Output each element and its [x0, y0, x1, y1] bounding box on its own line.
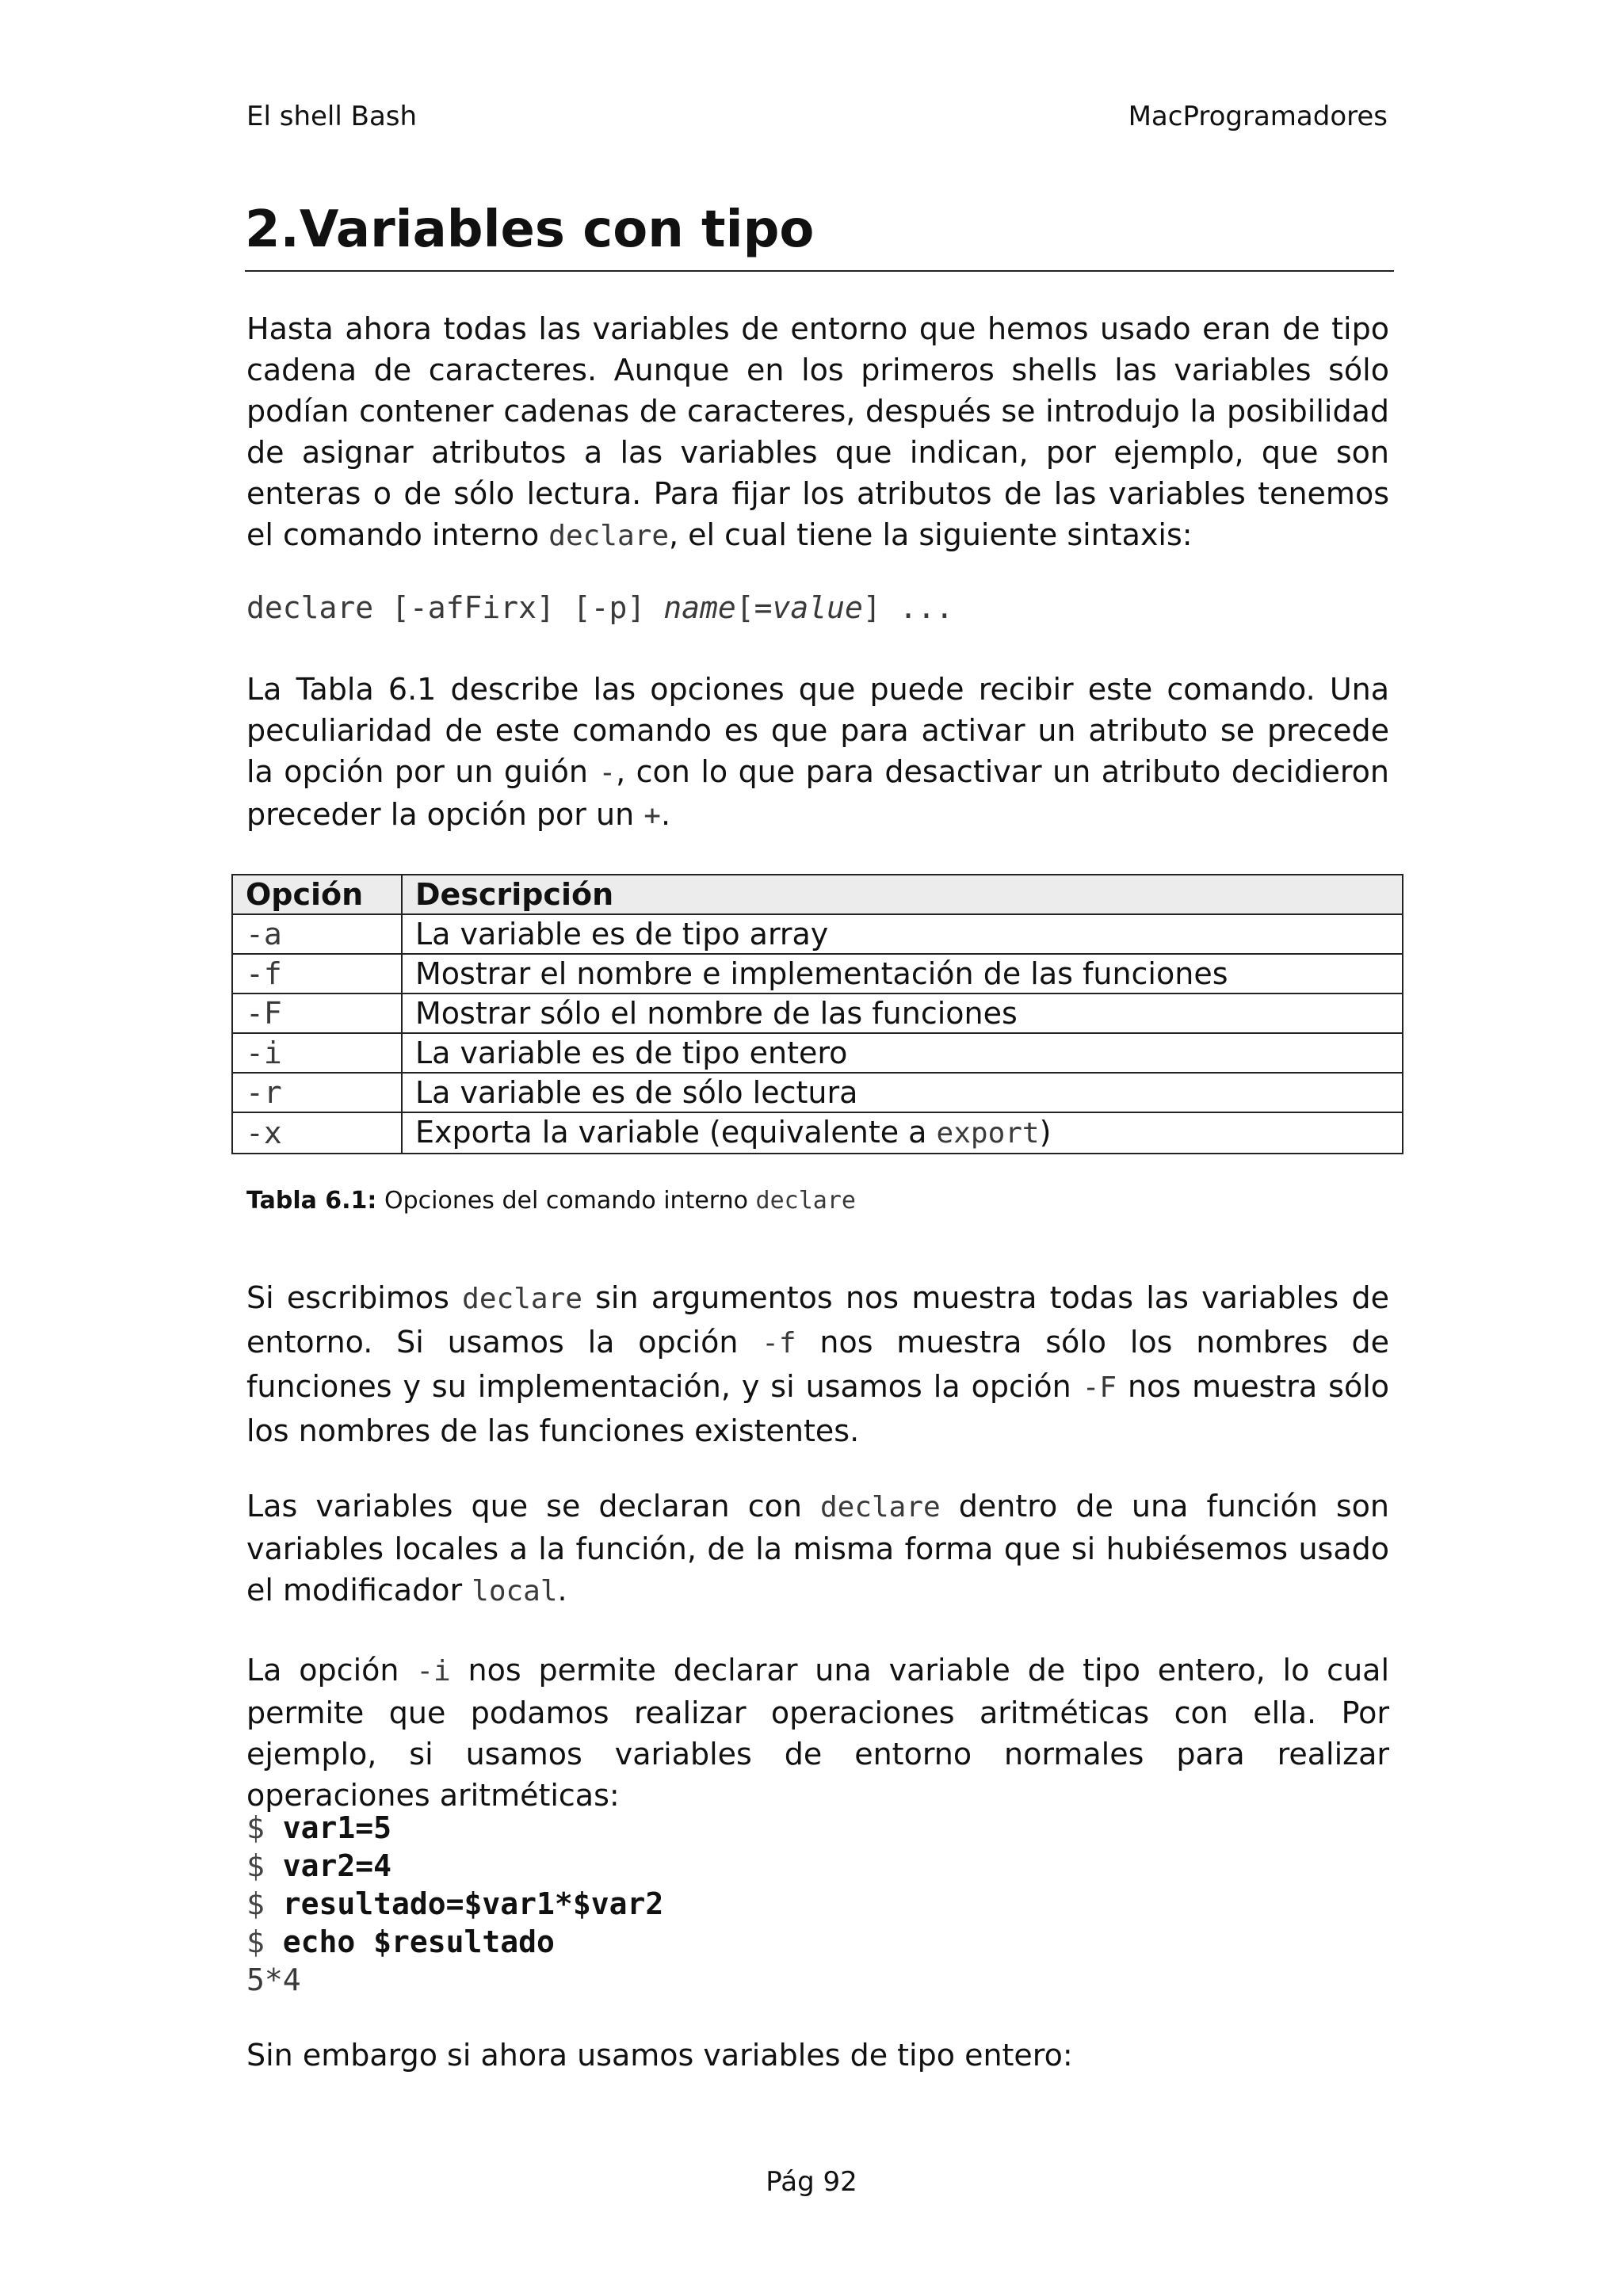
shell-command: var2=4	[282, 1848, 392, 1883]
description-cell: Mostrar el nombre e implementación de las funciones	[402, 954, 1403, 994]
table-row	[232, 954, 1403, 994]
caption-text: Opciones del comando interno	[376, 1187, 756, 1215]
table-row	[232, 994, 1403, 1033]
text: Si escribimos	[246, 1280, 463, 1315]
text: Las variables que se declaran con	[246, 1489, 820, 1524]
shell-output: 5*4	[246, 1962, 301, 1997]
inline-code: -f	[762, 1327, 796, 1360]
option-cell: -F	[232, 994, 402, 1033]
inline-code: -	[598, 757, 617, 789]
shell-command-line	[246, 1885, 663, 1923]
syntax-param: value	[772, 590, 863, 625]
paragraph-local	[246, 1486, 1389, 1612]
inline-code: export	[936, 1117, 1040, 1150]
shell-command: resultado=$var1*$var2	[282, 1886, 664, 1921]
paragraph-integer	[246, 1650, 1389, 1816]
shell-prompt: $	[246, 1848, 283, 1883]
inline-code: -i	[416, 1655, 451, 1688]
inline-code: declare	[819, 1491, 941, 1524]
column-header-option: Opción	[232, 875, 402, 914]
page-number: Pág 92	[766, 2166, 857, 2198]
text: Hasta ahora todas las variables de entorno que hemos usado eran de tipo cadena de caracteres. Aunque en los primeros shells las variables sólo podían contener cadenas de caracteres, después se introdujo la posibilidad de asignar atributos a las variables que indican, por ejemplo, que son enteras o de sólo lectura. Para fijar los atributos de las variables tenemos el comando interno	[246, 311, 1389, 552]
shell-command-line	[246, 1809, 391, 1847]
inline-code: +	[643, 799, 661, 832]
text: nos muestra sólo los nombres de funciones y su implementación, y si usamos la opción	[246, 1325, 1389, 1404]
caption-label: Tabla 6.1:	[246, 1187, 377, 1215]
text: .	[660, 797, 671, 832]
syntax-param: name	[663, 590, 736, 625]
text: La Tabla 6.1 describe las opciones que puede recibir este comando. Una peculiaridad de este comando es que para activar un atributo se precede la opción por un guión	[246, 672, 1389, 789]
text: .	[557, 1573, 567, 1608]
description-cell: La variable es de sólo lectura	[402, 1073, 1403, 1112]
description-cell: Mostrar sólo el nombre de las funciones	[402, 994, 1403, 1033]
shell-prompt: $	[246, 1924, 283, 1959]
header-publisher: MacProgramadores	[1128, 101, 1388, 132]
inline-code: declare	[755, 1187, 856, 1215]
paragraph-intro	[246, 308, 1389, 557]
shell-prompt: $	[246, 1810, 283, 1845]
inline-code: local	[472, 1575, 558, 1608]
option-cell: -f	[232, 954, 402, 994]
inline-code: declare	[462, 1283, 582, 1315]
syntax-line	[246, 589, 953, 627]
option-cell: -i	[232, 1033, 402, 1073]
text: nos permite declarar una variable de tipo entero, lo cual permite que podamos realizar operaciones aritméticas con ella. Por ejemplo, si usamos variables de entorno normales para realizar operaciones aritméticas:	[246, 1653, 1389, 1813]
description-cell: La variable es de tipo array	[402, 914, 1403, 954]
section-title: 2.Variables con tipo	[245, 194, 1394, 272]
table-row	[232, 1073, 1403, 1112]
inline-code: declare	[548, 520, 669, 552]
option-cell: -a	[232, 914, 402, 954]
description-cell: La variable es de tipo entero	[402, 1033, 1403, 1073]
inline-code: -F	[1082, 1371, 1117, 1404]
text: sin argumentos nos muestra todas las variables de entorno. Si usamos la opción	[246, 1280, 1389, 1360]
table-row	[232, 1033, 1403, 1073]
column-header-description: Descripción	[402, 875, 1403, 914]
text: , con lo que para desactivar un atributo decidieron preceder la opción por un	[246, 754, 1389, 832]
syntax-part: declare [-afFirx] [-p]	[246, 590, 664, 625]
table-header-row	[232, 875, 1403, 914]
shell-command: var1=5	[282, 1810, 392, 1845]
table-row	[232, 1112, 1403, 1154]
text: nos muestra sólo los nombres de las funciones existentes.	[246, 1369, 1389, 1448]
text: dentro de una función son variables locales a la función, de la misma forma que si hubiésemos usado el modificador	[246, 1489, 1389, 1608]
header-book-title: El shell Bash	[246, 101, 418, 132]
paragraph-usage	[246, 1276, 1389, 1452]
syntax-part: [=	[735, 590, 773, 625]
table-caption	[246, 1184, 856, 1219]
text: , el cual tiene la siguiente sintaxis:	[669, 517, 1193, 552]
options-table	[231, 874, 1403, 1154]
paragraph-integer-intro: Sin embargo si ahora usamos variables de tipo entero:	[246, 2038, 1073, 2073]
paragraph-options	[246, 669, 1389, 837]
option-cell: -r	[232, 1073, 402, 1112]
shell-prompt: $	[246, 1886, 283, 1921]
description-cell	[402, 1112, 1403, 1154]
table-row	[232, 914, 1403, 954]
text: Exporta la variable (equivalente a	[415, 1115, 937, 1150]
shell-command: echo $resultado	[282, 1924, 555, 1959]
shell-command-line	[246, 1847, 391, 1885]
text: )	[1039, 1115, 1052, 1150]
syntax-part: ] ...	[862, 590, 954, 625]
text: La opción	[246, 1653, 417, 1688]
option-cell: -x	[232, 1112, 402, 1154]
shell-command-line	[246, 1923, 555, 1961]
